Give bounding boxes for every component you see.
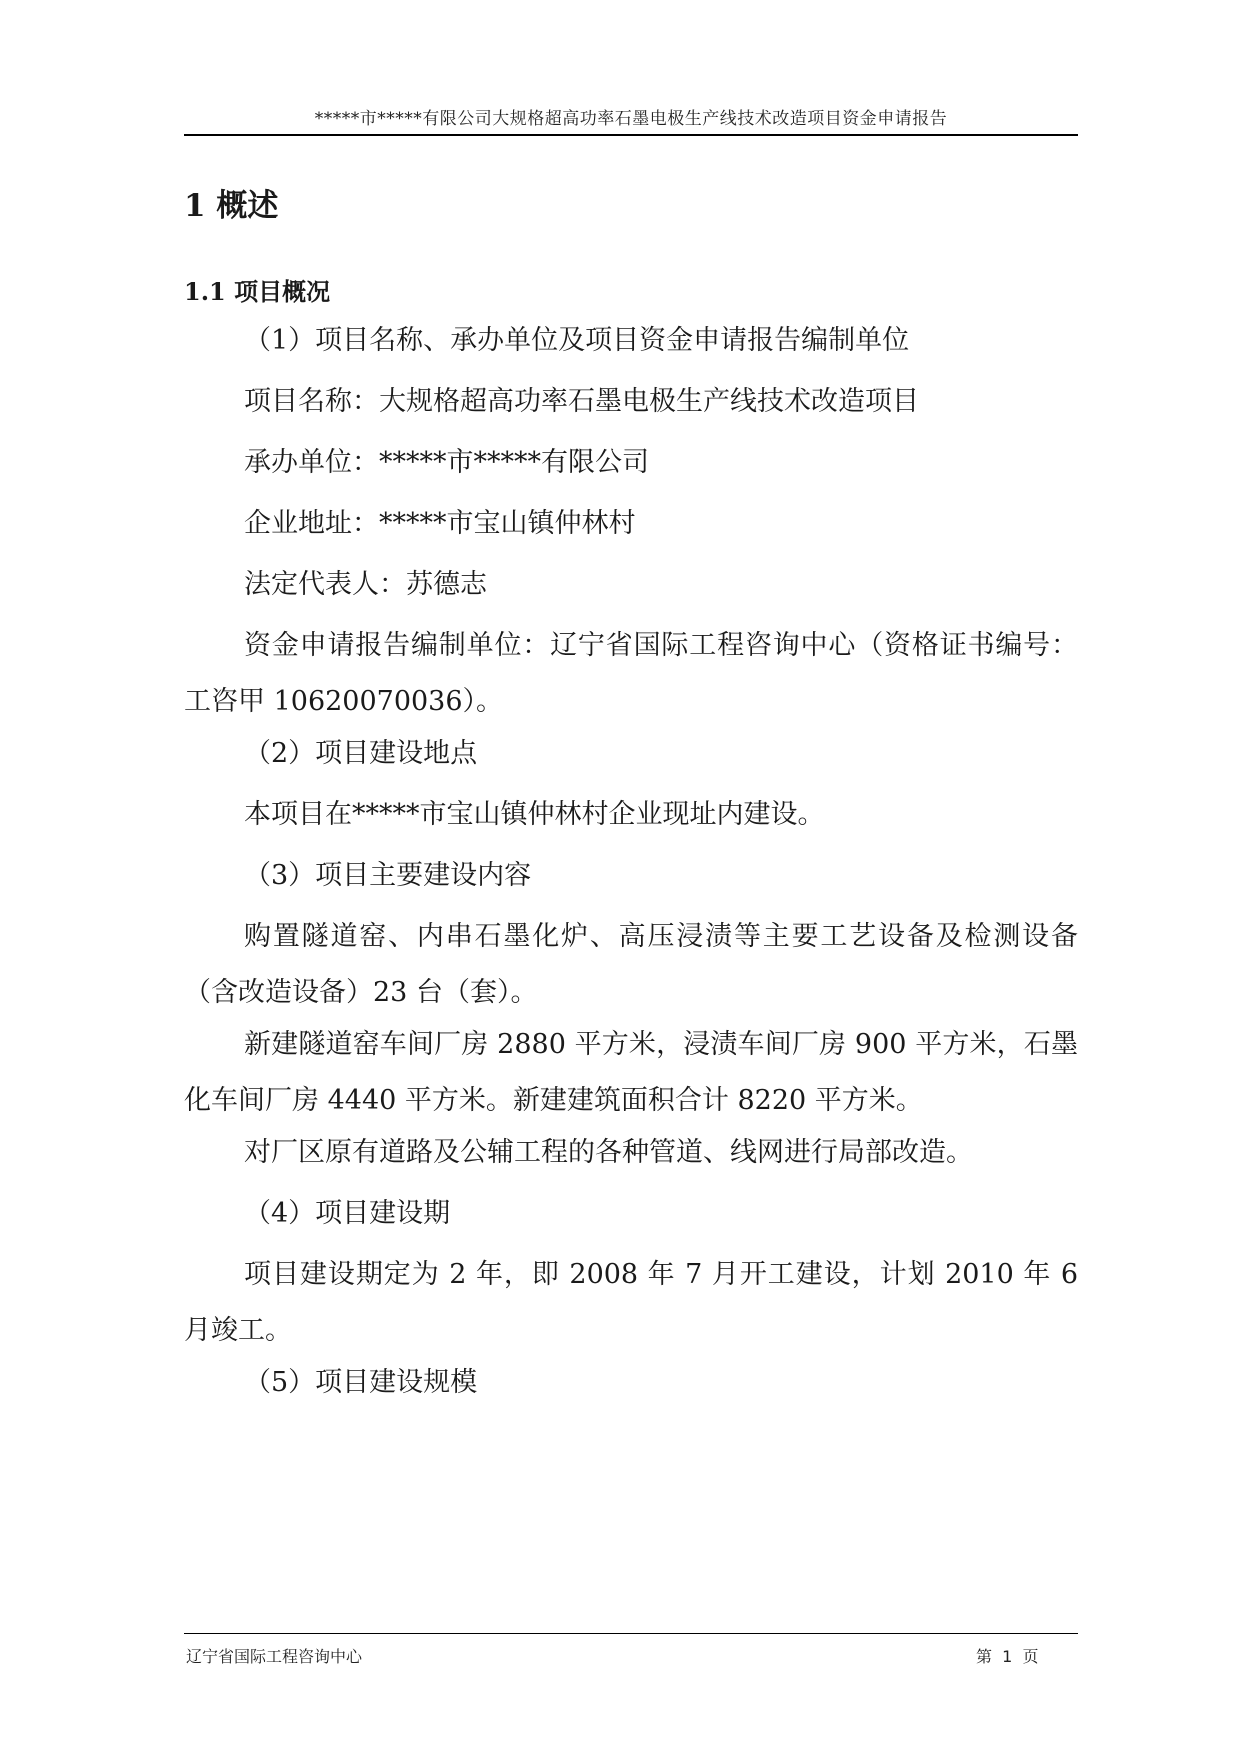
paragraph-report-compiler: 资金申请报告编制单位：辽宁省国际工程咨询中心（资格证书编号：工咨甲 10620070036）。 <box>184 630 1078 717</box>
paragraph-construction-period: 项目建设期定为 2 年，即 2008 年 7 月开工建设，计划 2010 年 6 月竣工。 <box>184 1259 1078 1346</box>
paragraph-equipment: 购置隧道窑、内串石墨化炉、高压浸渍等主要工艺设备及检测设备（含改造设备）23 台（套）。 <box>184 921 1078 1008</box>
running-header: *****市*****有限公司大规格超高功率石墨电极生产线技术改造项目资金申请报告 <box>314 109 948 129</box>
paragraph-item-heading-1: （1）项目名称、承办单位及项目资金申请报告编制单位 <box>244 325 910 356</box>
page-number: 第 1 页 <box>976 1647 1039 1666</box>
paragraph-item-heading-2: （2）项目建设地点 <box>244 738 478 769</box>
header-rule <box>184 134 1078 136</box>
paragraph-new-buildings: 新建隧道窑车间厂房 2880 平方米，浸渍车间厂房 900 平方米，石墨化车间厂房 4440 平方米。新建建筑面积合计 8220 平方米。 <box>184 1029 1078 1116</box>
section-heading: 1.1 项目概况 <box>184 277 331 306</box>
paragraph-item-heading-3: （3）项目主要建设内容 <box>244 860 532 891</box>
chapter-heading: 1 概述 <box>184 188 279 224</box>
footer-rule <box>184 1633 1078 1634</box>
paragraph-construction-site: 本项目在*****市宝山镇仲林村企业现址内建设。 <box>244 799 825 830</box>
paragraph-project-name: 项目名称：大规格超高功率石墨电极生产线技术改造项目 <box>244 386 919 417</box>
paragraph-enterprise-address: 企业地址：*****市宝山镇仲林村 <box>244 508 636 539</box>
footer-organization: 辽宁省国际工程咨询中心 <box>186 1647 363 1666</box>
paragraph-item-heading-4: （4）项目建设期 <box>244 1198 451 1229</box>
paragraph-undertaking-unit: 承办单位：*****市*****有限公司 <box>244 447 649 478</box>
paragraph-renovation: 对厂区原有道路及公辅工程的各种管道、线网进行局部改造。 <box>244 1137 973 1168</box>
paragraph-item-heading-5: （5）项目建设规模 <box>244 1367 478 1398</box>
paragraph-legal-representative: 法定代表人：苏德志 <box>244 569 487 600</box>
